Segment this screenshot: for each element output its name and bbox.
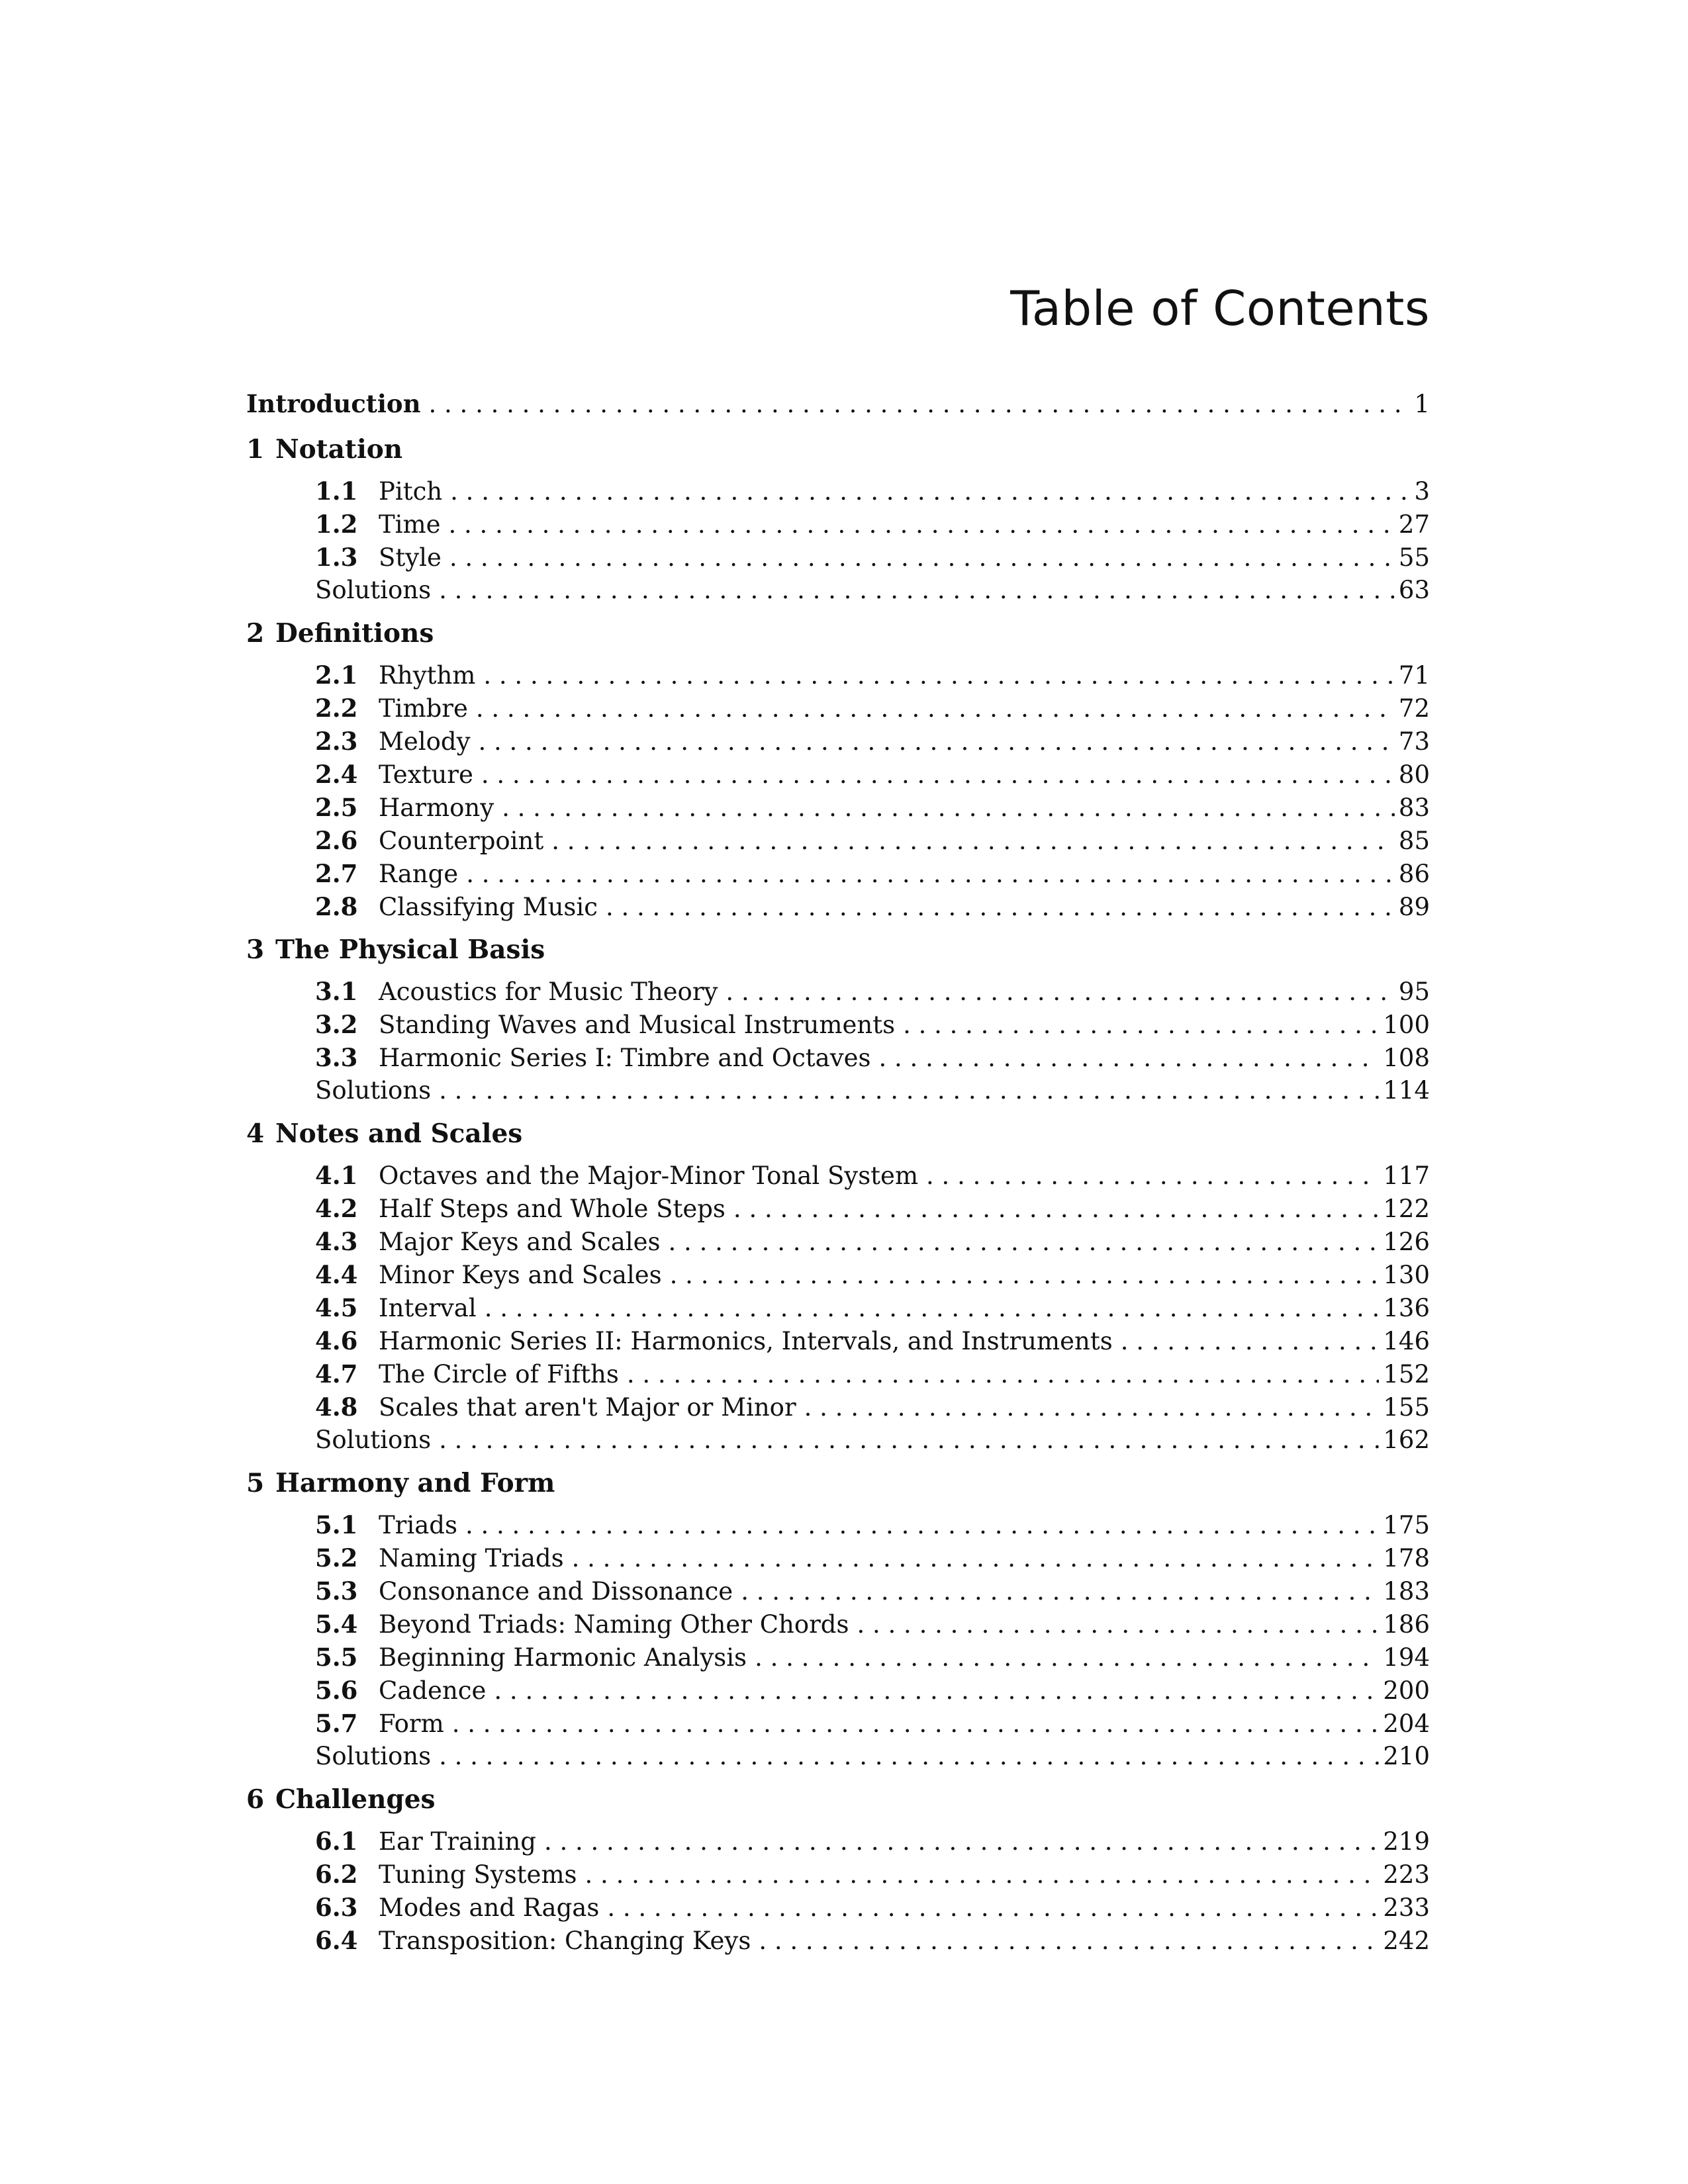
toc-entry[interactable] <box>315 1357 1430 1390</box>
toc-entry[interactable] <box>315 1424 1430 1457</box>
section-number: 1.2 <box>315 510 358 539</box>
section-title: Tuning Systems <box>379 1860 577 1889</box>
dot-leader <box>627 1358 1380 1391</box>
section-number: 1.3 <box>315 543 358 572</box>
chapter-title: Definitions <box>275 618 434 649</box>
table-of-contents <box>246 387 1430 1957</box>
toc-page-number: 210 <box>1383 1742 1430 1770</box>
section-list <box>246 1825 1430 1957</box>
section-title: Transposition: Changing Keys <box>379 1927 751 1955</box>
toc-page-number: 86 <box>1398 860 1430 888</box>
chapter-title: Notes and Scales <box>275 1118 523 1149</box>
toc-entry[interactable] <box>315 574 1430 607</box>
section-number: 2.1 <box>315 660 358 690</box>
chapter-heading[interactable] <box>246 931 1430 968</box>
section-number: 2.4 <box>315 760 358 789</box>
toc-page-number: 200 <box>1383 1676 1430 1705</box>
toc-page-number: 162 <box>1383 1426 1430 1454</box>
toc-entry[interactable] <box>315 1159 1430 1192</box>
toc-page-number: 183 <box>1383 1577 1430 1606</box>
toc-entry[interactable] <box>315 1740 1430 1773</box>
chapter-title: Challenges <box>275 1784 436 1815</box>
dot-leader <box>478 725 1394 758</box>
toc-entry[interactable] <box>315 890 1430 923</box>
toc-page-number: 55 <box>1398 543 1430 572</box>
section-number: 4.5 <box>315 1293 358 1322</box>
section-number: 5.2 <box>315 1543 358 1572</box>
section-title: Melody <box>379 727 471 756</box>
dot-leader <box>879 1042 1380 1075</box>
toc-entry[interactable] <box>315 1074 1430 1107</box>
toc-page-number: 146 <box>1383 1327 1430 1355</box>
section-title: Ear Training <box>379 1827 536 1856</box>
toc-page-number: 155 <box>1383 1393 1430 1422</box>
dot-leader <box>449 508 1395 541</box>
toc-entry[interactable] <box>315 1324 1430 1357</box>
dot-leader <box>465 1509 1379 1542</box>
dot-leader <box>502 792 1395 825</box>
section-list <box>246 1508 1430 1773</box>
dot-leader <box>439 1074 1379 1107</box>
section-number: 6.2 <box>315 1860 358 1889</box>
section-number: 3.3 <box>315 1043 358 1072</box>
chapter-number: 3 <box>246 934 265 965</box>
dot-leader <box>607 1891 1379 1925</box>
section-title: Major Keys and Scales <box>379 1228 661 1256</box>
section-title: Cadence <box>379 1676 487 1705</box>
chapter-heading[interactable] <box>246 615 1430 652</box>
section-number: 2.2 <box>315 694 358 723</box>
section-title: Texture <box>379 760 473 789</box>
dot-leader <box>733 1193 1379 1226</box>
section-number: 3.1 <box>315 977 358 1006</box>
toc-page-number: 136 <box>1383 1294 1430 1322</box>
section-number: 6.4 <box>315 1926 358 1955</box>
chapter-heading[interactable] <box>246 1465 1430 1502</box>
section-number: 5.5 <box>315 1643 358 1672</box>
chapter-title: The Physical Basis <box>275 934 545 965</box>
chapter-number: 4 <box>246 1118 265 1149</box>
section-title: Harmonic Series I: Timbre and Octaves <box>379 1044 871 1072</box>
section-title: Octaves and the Major-Minor Tonal System <box>379 1161 919 1190</box>
toc-page-number: 186 <box>1383 1610 1430 1639</box>
toc-entry[interactable] <box>315 659 1430 692</box>
section-number: 4.2 <box>315 1194 358 1223</box>
section-title: Form <box>379 1709 444 1738</box>
section-number: 2.6 <box>315 826 358 855</box>
toc-page-number: 89 <box>1398 893 1430 921</box>
toc-entry[interactable] <box>315 975 1430 1008</box>
toc-page-number: 233 <box>1383 1893 1430 1922</box>
section-number: 2.5 <box>315 793 358 822</box>
toc-entry[interactable] <box>315 1674 1430 1707</box>
dot-leader <box>759 1925 1379 1958</box>
toc-entry-title: Introduction <box>246 389 421 418</box>
toc-page-number: 122 <box>1383 1195 1430 1223</box>
section-list <box>246 475 1430 607</box>
dot-leader <box>494 1674 1379 1707</box>
section-number: 6.3 <box>315 1893 358 1922</box>
toc-page-number: 152 <box>1383 1360 1430 1388</box>
dot-leader <box>585 1858 1380 1891</box>
section-title: The Circle of Fifths <box>379 1360 619 1388</box>
toc-entry[interactable] <box>315 758 1430 791</box>
toc-entry[interactable] <box>315 725 1430 758</box>
section-title: Timbre <box>379 694 468 723</box>
toc-entry[interactable] <box>315 1707 1430 1740</box>
dot-leader <box>544 1825 1379 1858</box>
toc-page-number: 80 <box>1398 760 1430 789</box>
toc-page-number: 1 <box>1414 390 1430 418</box>
toc-page-number: 242 <box>1383 1927 1430 1955</box>
toc-entry[interactable] <box>315 1008 1430 1041</box>
toc-page-number: 73 <box>1398 727 1430 756</box>
toc-entry[interactable] <box>315 1192 1430 1225</box>
toc-entry[interactable] <box>315 692 1430 725</box>
chapter-number: 1 <box>246 434 265 465</box>
toc-page-number: 219 <box>1383 1827 1430 1856</box>
section-title: Scales that aren't Major or Minor <box>379 1393 796 1422</box>
toc-page-number: 108 <box>1383 1044 1430 1072</box>
toc-page-number: 175 <box>1383 1511 1430 1539</box>
toc-page-number: 178 <box>1383 1544 1430 1572</box>
section-number: 6.1 <box>315 1827 358 1856</box>
toc-page-number: 114 <box>1383 1076 1430 1105</box>
section-number: 4.7 <box>315 1359 358 1388</box>
section-title: Half Steps and Whole Steps <box>379 1195 726 1223</box>
dot-leader <box>450 475 1410 508</box>
toc-entry[interactable] <box>315 475 1430 508</box>
dot-leader <box>483 659 1395 692</box>
section-title: Range <box>379 860 459 888</box>
dot-leader <box>726 976 1394 1009</box>
section-number: 5.3 <box>315 1576 358 1606</box>
chapter-heading[interactable] <box>246 1115 1430 1152</box>
dot-leader <box>439 1740 1379 1773</box>
section-number: 3.2 <box>315 1010 358 1039</box>
section-number: 5.4 <box>315 1610 358 1639</box>
dot-leader <box>439 1424 1379 1457</box>
section-title: Solutions <box>315 1426 432 1454</box>
dot-leader <box>481 758 1395 792</box>
section-title: Consonance and Dissonance <box>379 1577 733 1606</box>
toc-entry-introduction[interactable] <box>246 387 1430 423</box>
section-title: Solutions <box>315 1742 432 1770</box>
dot-leader <box>903 1009 1379 1042</box>
toc-page-number: 223 <box>1383 1860 1430 1889</box>
section-title: Harmonic Series II: Harmonics, Intervals, and Instruments <box>379 1327 1113 1355</box>
toc-entry[interactable] <box>315 857 1430 890</box>
section-list <box>246 975 1430 1107</box>
section-title: Modes and Ragas <box>379 1893 600 1922</box>
section-number: 5.7 <box>315 1709 358 1738</box>
chapter-number: 6 <box>246 1784 265 1815</box>
chapter-block <box>246 1465 1430 1773</box>
chapter-block <box>246 931 1430 1107</box>
chapter-heading[interactable] <box>246 1781 1430 1818</box>
toc-page-number: 85 <box>1398 827 1430 855</box>
page-title: Table of Contents <box>1010 281 1430 336</box>
section-title: Beginning Harmonic Analysis <box>379 1643 747 1672</box>
toc-entry[interactable] <box>315 1225 1430 1258</box>
toc-page-number: 72 <box>1398 694 1430 723</box>
toc-page-number: 130 <box>1383 1261 1430 1289</box>
section-title: Counterpoint <box>379 827 544 855</box>
section-number: 2.8 <box>315 892 358 921</box>
dot-leader <box>476 692 1395 725</box>
section-number: 5.6 <box>315 1676 358 1705</box>
toc-page-number: 3 <box>1414 477 1430 506</box>
section-title: Rhythm <box>379 661 476 690</box>
section-title: Beyond Triads: Naming Other Chords <box>379 1610 849 1639</box>
toc-page-number: 27 <box>1398 510 1430 539</box>
toc-entry[interactable] <box>315 1291 1430 1324</box>
chapter-title: Harmony and Form <box>275 1468 555 1498</box>
chapter-list <box>246 431 1430 1957</box>
chapter-title: Notation <box>275 434 403 465</box>
chapter-block <box>246 431 1430 607</box>
chapter-block <box>246 1781 1430 1957</box>
dot-leader <box>1121 1325 1380 1358</box>
dot-leader <box>452 1707 1380 1741</box>
dot-leader <box>429 388 1411 421</box>
dot-leader <box>606 891 1395 924</box>
section-list <box>246 1159 1430 1457</box>
toc-entry[interactable] <box>315 1825 1430 1858</box>
section-number: 4.4 <box>315 1260 358 1289</box>
toc-page-number: 126 <box>1383 1228 1430 1256</box>
toc-entry[interactable] <box>315 1858 1430 1891</box>
section-title: Standing Waves and Musical Instruments <box>379 1011 896 1039</box>
toc-entry[interactable] <box>315 541 1430 574</box>
dot-leader <box>551 825 1395 858</box>
toc-entry[interactable] <box>315 1891 1430 1924</box>
section-title: Solutions <box>315 1076 432 1105</box>
toc-page-number: 83 <box>1398 794 1430 822</box>
toc-entry[interactable] <box>315 1574 1430 1608</box>
section-number: 2.7 <box>315 859 358 888</box>
chapter-block <box>246 1115 1430 1457</box>
toc-entry[interactable] <box>315 1390 1430 1424</box>
chapter-block <box>246 615 1430 923</box>
dot-leader <box>485 1292 1380 1325</box>
section-number: 4.1 <box>315 1161 358 1190</box>
section-list <box>246 659 1430 923</box>
toc-entry[interactable] <box>315 791 1430 824</box>
toc-page-number: 63 <box>1398 576 1430 604</box>
dot-leader <box>439 574 1395 607</box>
toc-entry[interactable] <box>315 1924 1430 1957</box>
section-number: 1.1 <box>315 477 358 506</box>
toc-page-number: 95 <box>1398 978 1430 1006</box>
dot-leader <box>926 1160 1379 1193</box>
toc-entry[interactable] <box>315 1541 1430 1574</box>
dot-leader <box>669 1226 1380 1259</box>
section-number: 5.1 <box>315 1510 358 1539</box>
section-title: Style <box>379 543 442 572</box>
dot-leader <box>741 1575 1379 1608</box>
toc-entry[interactable] <box>315 1258 1430 1291</box>
toc-entry[interactable] <box>315 508 1430 541</box>
dot-leader <box>466 858 1395 891</box>
dot-leader <box>572 1542 1380 1575</box>
dot-leader <box>670 1259 1380 1292</box>
toc-page-number: 100 <box>1383 1011 1430 1039</box>
section-title: Naming Triads <box>379 1544 564 1572</box>
toc-page-number: 194 <box>1383 1643 1430 1672</box>
chapter-heading[interactable] <box>246 431 1430 468</box>
chapter-number: 2 <box>246 618 265 649</box>
section-title: Classifying Music <box>379 893 598 921</box>
section-title: Acoustics for Music Theory <box>379 978 718 1006</box>
section-title: Harmony <box>379 794 494 822</box>
section-number: 4.3 <box>315 1227 358 1256</box>
section-title: Triads <box>379 1511 457 1539</box>
section-title: Interval <box>379 1294 477 1322</box>
toc-entry[interactable] <box>315 1041 1430 1074</box>
toc-entry[interactable] <box>315 824 1430 857</box>
section-number: 4.8 <box>315 1392 358 1422</box>
section-title: Time <box>379 510 441 539</box>
dot-leader <box>857 1608 1379 1641</box>
toc-entry[interactable] <box>315 1508 1430 1541</box>
toc-page-number: 117 <box>1383 1161 1430 1190</box>
section-title: Pitch <box>379 477 443 506</box>
section-number: 4.6 <box>315 1326 358 1355</box>
section-title: Minor Keys and Scales <box>379 1261 662 1289</box>
toc-entry[interactable] <box>315 1608 1430 1641</box>
dot-leader <box>449 541 1395 574</box>
chapter-number: 5 <box>246 1468 265 1498</box>
dot-leader <box>804 1391 1380 1424</box>
section-number: 2.3 <box>315 727 358 756</box>
toc-entry[interactable] <box>315 1641 1430 1674</box>
section-title: Solutions <box>315 576 432 604</box>
toc-page-number: 71 <box>1398 661 1430 690</box>
dot-leader <box>755 1641 1379 1674</box>
toc-page-number: 204 <box>1383 1709 1430 1738</box>
